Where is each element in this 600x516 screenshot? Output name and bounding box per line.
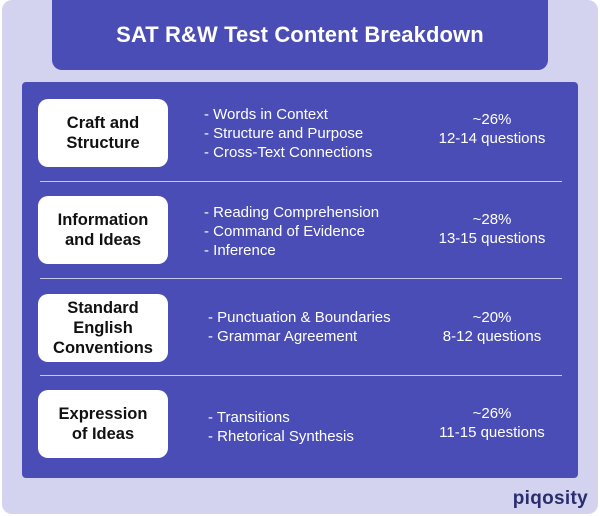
section-label: Information and Ideas xyxy=(57,211,149,249)
section-label-card xyxy=(38,196,168,264)
topic-item: - Transitions xyxy=(208,409,290,426)
topic-item: - Punctuation & Boundaries xyxy=(208,309,391,326)
section-question-count: 8-12 questions xyxy=(442,328,542,345)
section-percent: ~26% xyxy=(472,405,512,422)
topic-item: - Structure and Purpose xyxy=(204,125,364,142)
section-stats xyxy=(422,308,562,346)
topic-item: - Command of Evidence xyxy=(204,223,365,240)
topic-list xyxy=(204,105,372,162)
piqosity-logo: piqosity xyxy=(512,488,588,509)
section-percent: ~20% xyxy=(472,309,512,326)
section-stats xyxy=(422,404,562,442)
topic-list xyxy=(204,203,379,260)
topic-item: - Grammar Agreement xyxy=(208,328,358,345)
title-banner xyxy=(52,0,548,70)
section-stats xyxy=(422,110,562,148)
section-label-card xyxy=(38,294,168,362)
topic-item: - Reading Comprehension xyxy=(204,204,380,221)
section-question-count: 11-15 questions xyxy=(439,424,545,441)
content-panel xyxy=(22,82,578,478)
section-question-count: 13-15 questions xyxy=(438,230,546,247)
section-divider xyxy=(40,375,562,376)
page-title: SAT R&W Test Content Breakdown xyxy=(116,22,484,47)
section-question-count: 12-14 questions xyxy=(438,130,546,147)
topic-item: - Inference xyxy=(204,242,276,259)
section-row-craft-and-structure xyxy=(22,84,578,180)
section-stats xyxy=(422,210,562,248)
topic-item: - Rhetorical Synthesis xyxy=(208,428,354,445)
section-row-expression-of-ideas xyxy=(22,378,578,474)
section-percent: ~26% xyxy=(472,111,512,128)
section-label-card xyxy=(38,99,168,167)
topic-item: - Words in Context xyxy=(204,106,328,123)
section-percent: ~28% xyxy=(472,211,512,228)
section-label: Craft and Structure xyxy=(66,114,140,152)
topic-item: - Cross-Text Connections xyxy=(204,144,373,161)
section-label-card xyxy=(38,390,168,458)
section-divider xyxy=(40,278,562,279)
section-label: Expression of Ideas xyxy=(58,405,148,443)
section-row-standard-english-conventions xyxy=(22,280,578,376)
topic-list xyxy=(208,408,354,446)
topic-list xyxy=(208,308,391,346)
section-label: Standard English Conventions xyxy=(53,299,153,357)
section-row-information-and-ideas xyxy=(22,182,578,278)
